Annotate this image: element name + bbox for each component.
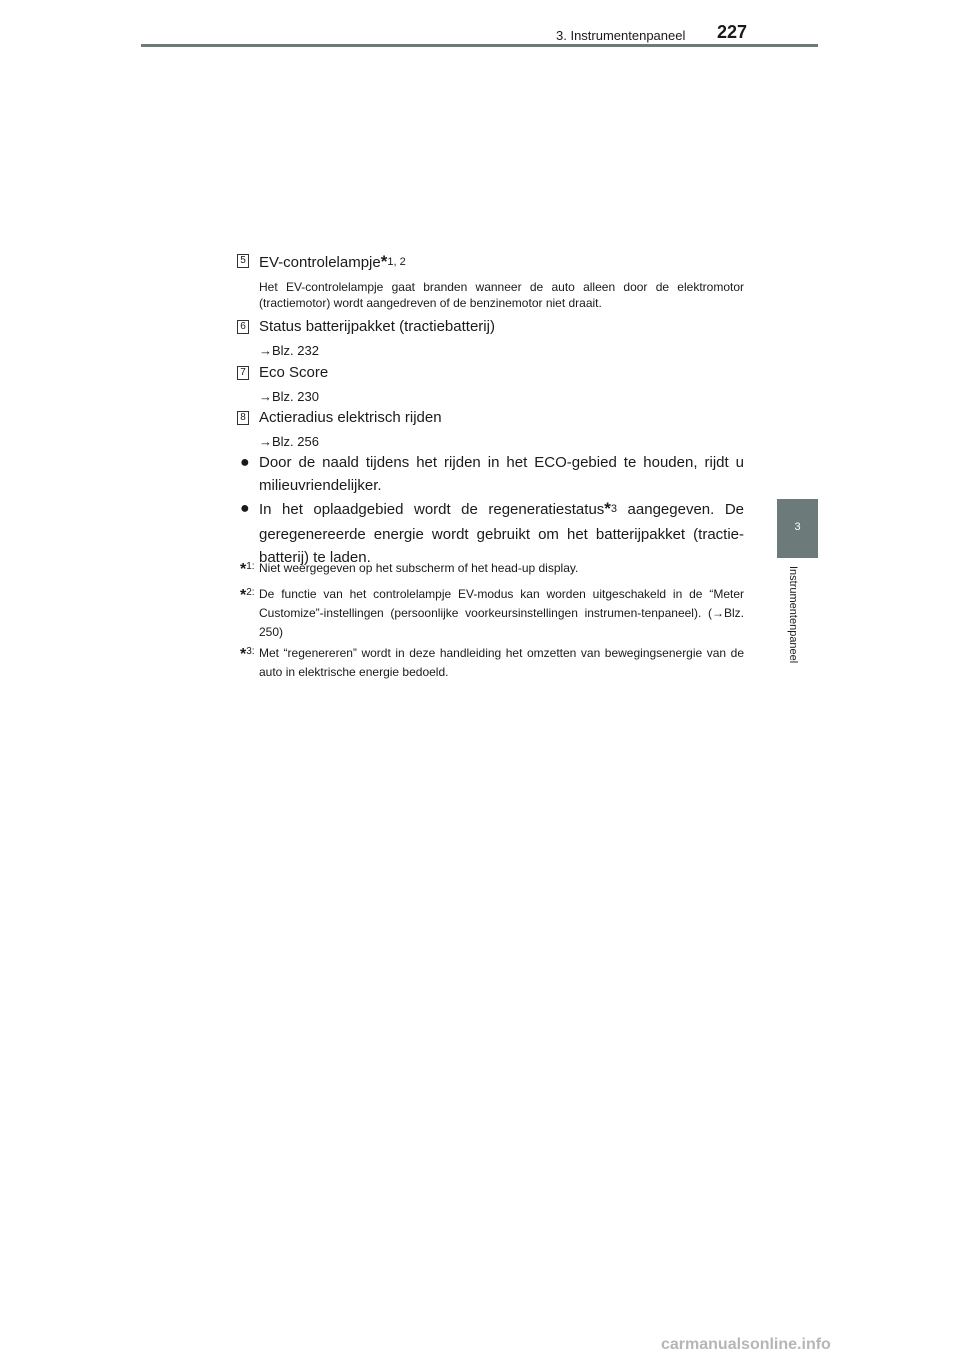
footnote <box>240 644 744 682</box>
item-description: Het EV-controlelampje gaat branden wanneer de auto alleen door de elektromotor (tractiemotor) wordt aangedreven of de benzinemotor niet draait. <box>259 280 744 310</box>
header-rule <box>141 44 818 47</box>
page-reference: →Blz. 256 <box>259 434 319 449</box>
footnote-marker: *$^{2:}$ <box>240 587 255 604</box>
item-number-badge: 7 <box>237 366 249 380</box>
item-title: Actieradius elektrisch rijden <box>259 409 442 426</box>
item-number-badge: 5 <box>237 254 249 268</box>
bullet-icon: ● <box>240 500 250 517</box>
chapter-label: Instrumentenpaneel <box>787 566 799 664</box>
bullet-icon: ● <box>240 454 250 471</box>
chapter-number: 3 <box>794 521 801 533</box>
item-title: Eco Score <box>259 364 329 381</box>
chapter-tab <box>777 499 818 558</box>
footnote-text: De functie van het controlelampje EV-modus kan worden uitgeschakeld in de “Meter Customize”-instellingen (persoonlijke voorkeursinstellingen instrumen-tenpaneel). (→Blz. 250) <box>259 587 744 639</box>
item-number-badge: 6 <box>237 320 249 334</box>
bullet-text: In het oplaadgebied wordt de regeneratiestatus*$^3$ aangegeven. De geregenereerde energie wordt gebruikt om het batterijpakket (tractie-batterij) te laden. <box>259 499 744 566</box>
bullet-point <box>240 451 744 497</box>
footnote-text: Met “regenereren” wordt in deze handleiding het omzetten van bewegingsenergie van de auto in elektrische energie bedoeld. <box>259 646 744 679</box>
watermark: carmanualsonline.info <box>661 1336 831 1353</box>
page-number: 227 <box>717 22 748 42</box>
item-title: EV-controlelampje*$^{1, 2}$ <box>259 252 406 271</box>
header-title: 3. Instrumentenpaneel <box>556 28 686 43</box>
footnote-marker: *$^{3:}$ <box>240 646 255 663</box>
item-number-badge: 8 <box>237 411 249 425</box>
page-reference: →Blz. 230 <box>259 389 319 404</box>
item-title: Status batterijpakket (tractiebatterij) <box>259 318 495 335</box>
bullet-text: Door de naald tijdens het rijden in het ECO-gebied te houden, rijdt u milieuvriendelijker. <box>259 454 744 494</box>
page-reference: →Blz. 232 <box>259 343 319 358</box>
footnote <box>240 585 744 642</box>
footnote-marker: *$^{1:}$ <box>240 561 255 578</box>
footnote <box>240 559 744 578</box>
footnote-text: Niet weergegeven op het subscherm of het head-up display. <box>259 561 579 575</box>
